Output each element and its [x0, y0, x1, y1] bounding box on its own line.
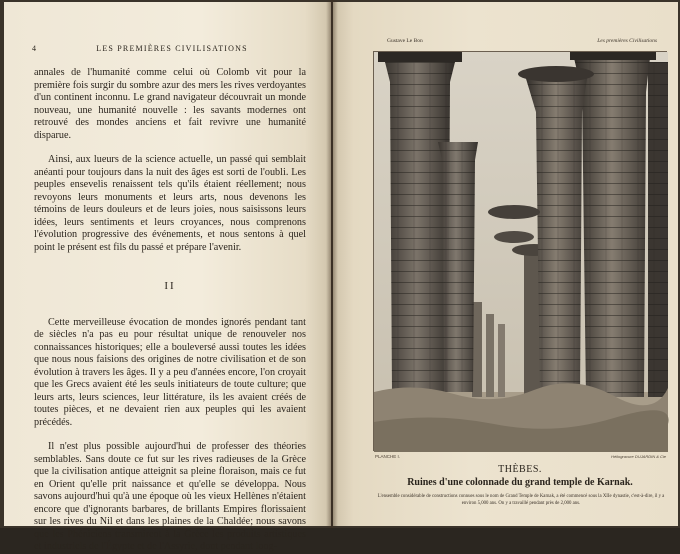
plate-header-series: Les premières Civilisations	[597, 38, 657, 44]
karnak-photograph	[373, 51, 667, 451]
running-head-title: LES PREMIÈRES CIVILISATIONS	[96, 44, 248, 53]
left-page	[4, 2, 331, 552]
right-page	[333, 2, 678, 526]
plate-header	[387, 38, 657, 48]
plate-credit: Héliogravure DUJARDIN & Cie	[611, 454, 666, 459]
plate-header-author: Gustave Le Bon	[387, 38, 423, 44]
body-text	[34, 67, 306, 554]
karnak-columns-illustration	[374, 52, 668, 452]
page-number: 4	[32, 44, 38, 53]
book-gutter	[326, 0, 338, 528]
caption-note: L'ensemble considérable de constructions connues sous le nom de Grand Temple de Karnak, a été commencé sous la XIIe dynastie, c'est-à-dire, il y a environ 5,000 ans. On y a travaillé pendant près de 2,000 ans.	[377, 494, 665, 506]
paragraph: Cette merveilleuse évocation de mondes ignorés pendant tant de siècles n'a pas eu pour résultat unique de renouveler nos connaissances historiques; elle a bouleversé aussi toutes les idées que nous nous faisions des origines de notre civilisation et de son évolution à travers les âges. Il y a peu d'années encore, l'on croyait que les Grecs avaient été les seuls initiateurs de toute culture; que leurs arts, leurs sciences, leur littérature, ils les avaient créés de toutes pièces, et ne devaient rien aux peuples qui les avaient précédés.	[34, 316, 306, 428]
running-head	[32, 44, 312, 56]
caption-title: THÈBES.	[498, 464, 542, 475]
paragraph: Il n'est plus possible aujourd'hui de professer des théories semblables. Sans doute ce fut sur les rives radieuses de la Grèce que la civilisation antique atteignit sa pleine floraison, mais ce fut en Orient qu'elle prit naissance et qu'elle se développa. Nous savons aujourd'hui qu'à une époque où les vieux Hellènes n'étaient encore que d'ignorants barbares, de brillants Empires florissaient sur les rives du Nil et dans les plaines de la Chaldée; nous savons que les Phéniciens transmirent à la Grèce les produits artistiques et industriels de l'Égypte et de l'Assyrie, dont pendant long-	[34, 441, 306, 552]
plate-label: PLANCHE I.	[375, 454, 401, 459]
section-number: II	[164, 280, 176, 292]
paragraph: annales de l'humanité comme celui où Colomb vit pour la première fois surgir du sombre azur des mers les rives verdoyantes d'un continent inconnu. Le grand navigateur découvrait un monde nouveau, une humanité nouvelle : les savants modernes ont retrouvé des mondes anciens et fait revivre une humanité disparue.	[34, 67, 306, 141]
paragraph: Ainsi, aux lueurs de la science actuelle, un passé qui semblait anéanti pour toujours dans la nuit des âges est sorti de l'oubli. Les peuples ensevelis renaissent tels qu'ils étaient réellement; nous revoyons leurs monuments et leurs arts, nous devenons les témoins de leurs douleurs et de leurs joies, nous saisissons leurs idées, leurs sentiments et leurs croyances, nous comprenons l'évolution progressive des événements, et nous sentons à quel point le présent est fils du passé et prépare l'avenir.	[34, 154, 306, 253]
caption-subtitle: Ruines d'une colonnade du grand temple de Karnak.	[407, 477, 633, 488]
